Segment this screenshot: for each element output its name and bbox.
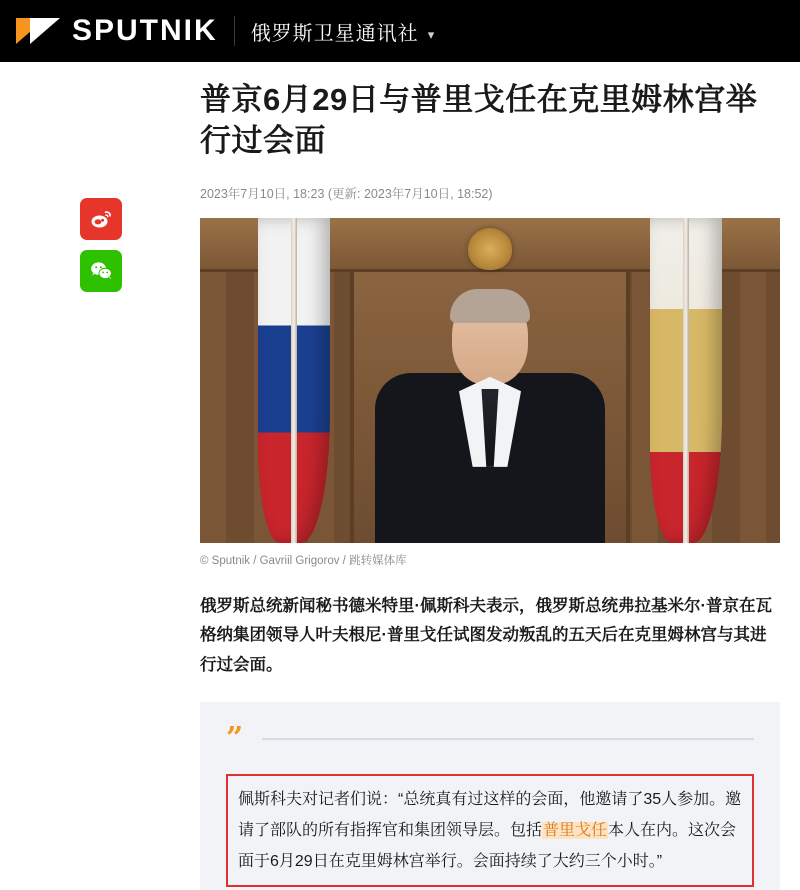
site-header xyxy=(0,0,800,62)
share-rail xyxy=(80,198,124,292)
image-credit xyxy=(200,552,780,568)
photo-subject xyxy=(370,293,610,543)
article-timestamp: 2023年7月10日, 18:23 (更新: 2023年7月10日, 18:52) xyxy=(200,186,493,201)
quote-divider xyxy=(262,738,754,740)
site-name-label: 俄罗斯卫星通讯社 xyxy=(250,22,419,45)
page-body xyxy=(0,62,800,890)
site-logo[interactable] xyxy=(16,14,218,48)
article-container xyxy=(200,62,780,890)
state-emblem-icon xyxy=(468,228,512,270)
quote-part-1: 佩斯科夫对记者们说：“总统真有过这样的会面，他邀请了35人参加。邀请了部队的所有指挥官和集团领导层。包括 xyxy=(238,790,742,840)
share-wechat-button[interactable] xyxy=(80,250,122,292)
header-divider xyxy=(234,16,235,46)
russian-flag xyxy=(256,218,332,543)
share-weibo-button[interactable] xyxy=(80,198,122,240)
chevron-down-icon[interactable]: ▾ xyxy=(427,26,436,42)
pull-quote-card xyxy=(200,702,780,890)
presidential-standard-flag xyxy=(648,218,724,543)
page-title: 普京6月29日与普里戈任在克里姆林宫举行过会面 xyxy=(200,82,758,158)
image-credit-text: © Sputnik / Gavriil Grigorov / xyxy=(200,554,350,567)
sputnik-triangle-logo-icon xyxy=(16,14,62,48)
quote-mark-icon: ” xyxy=(226,720,244,756)
wechat-icon xyxy=(89,259,114,283)
quote-part-2: 本人在内。这次会面于6月29日在克里姆林宫举行。会面持续了大约三个小时。” xyxy=(238,822,737,871)
article-lede: 俄罗斯总统新闻秘书德米特里·佩斯科夫表示，俄罗斯总统弗拉基米尔·普京在瓦格纳集团领导人叶夫根尼·普里戈任试图发动叛乱的五天后在克里姆林宫与其进行过会面。 xyxy=(200,596,772,674)
logo-wordmark: SPUTNIK xyxy=(72,14,218,47)
quote-highlight: 普里戈任 xyxy=(543,822,608,840)
weibo-icon xyxy=(89,207,113,231)
site-name-selector[interactable] xyxy=(251,17,436,46)
article-hero-image xyxy=(200,218,780,543)
pull-quote-text xyxy=(226,774,754,888)
image-credit-link[interactable]: 跳转媒体库 xyxy=(349,554,407,567)
